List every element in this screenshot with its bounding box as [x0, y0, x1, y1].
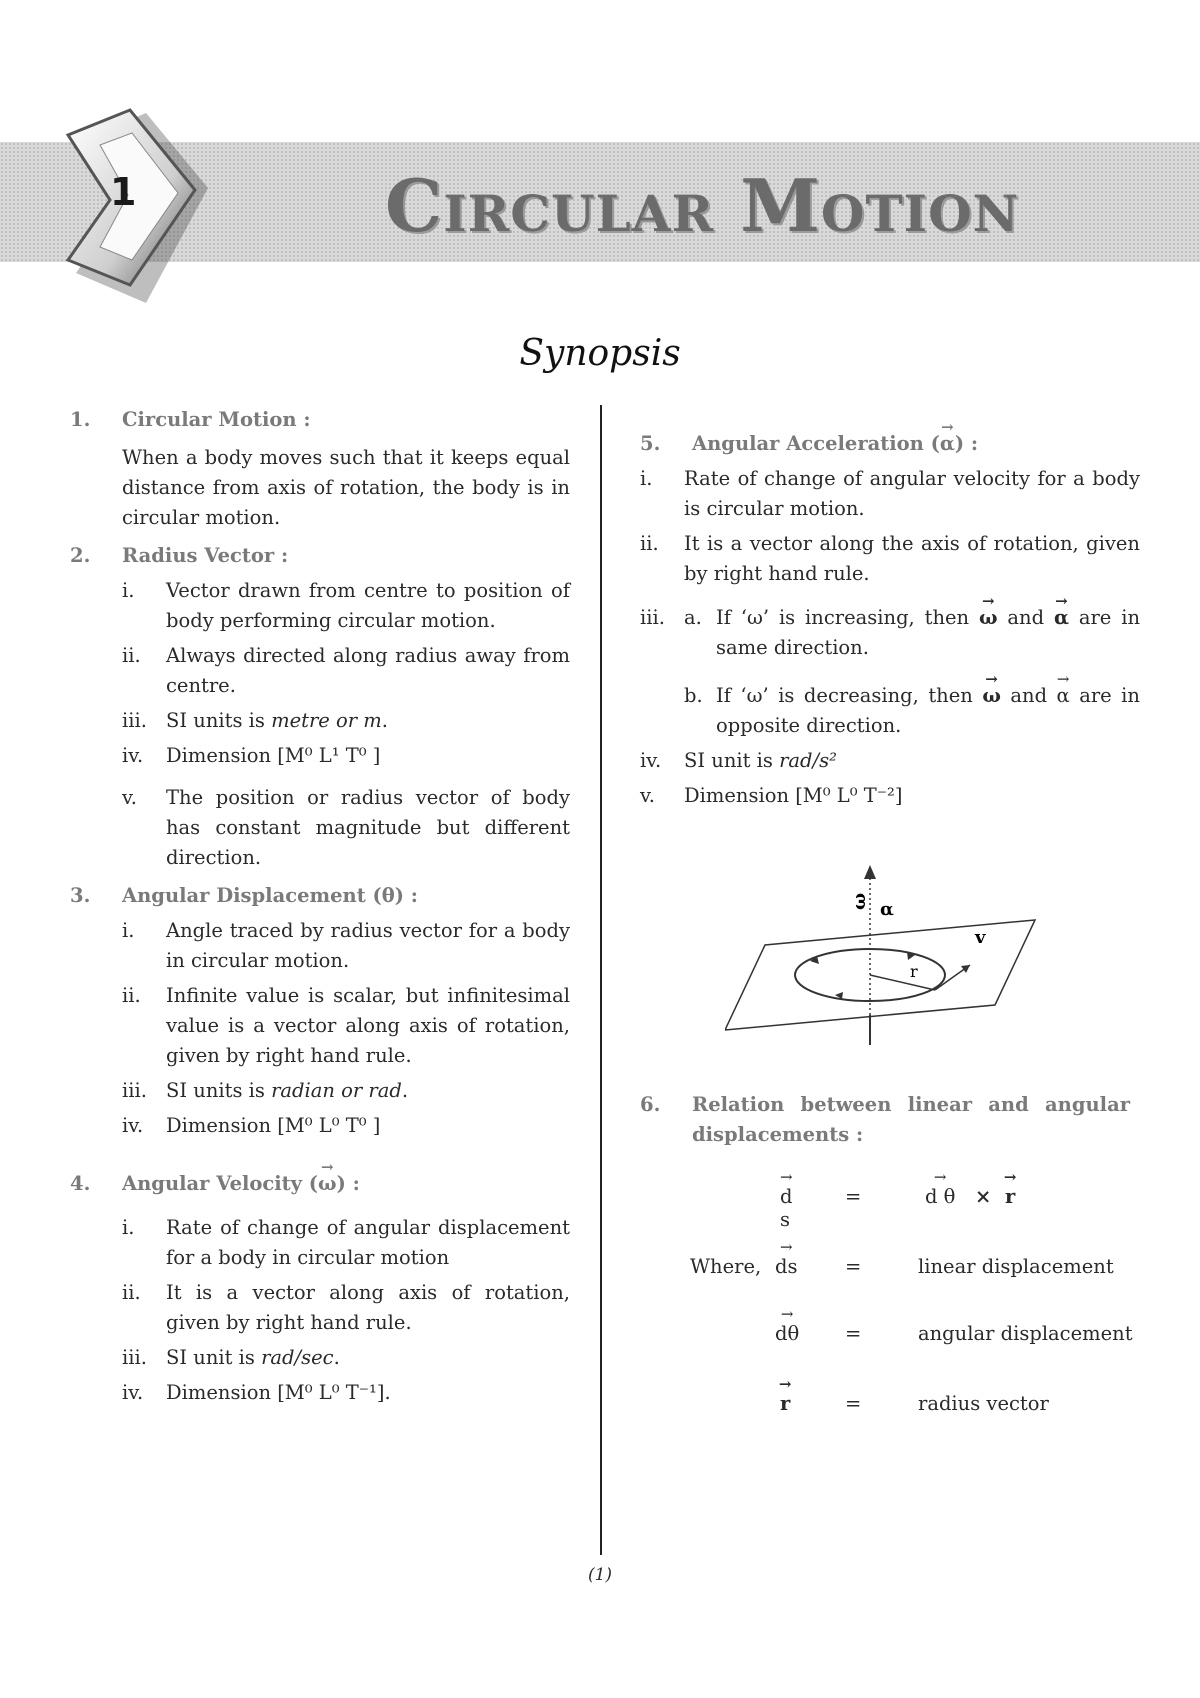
item-number: iii.	[122, 1079, 147, 1102]
circular-motion-diagram	[725, 865, 1045, 1055]
section-number: 1.	[70, 408, 91, 431]
item-text	[684, 603, 1140, 741]
plane-outline	[725, 920, 1035, 1030]
item-text: It is a vector along the axis of rotation, given by right hand rule.	[684, 532, 1140, 585]
item-text: Dimension [M⁰ L¹ T⁰ ]	[166, 744, 381, 767]
item-text: Vector drawn from centre to position of body performing circular motion.	[166, 579, 570, 632]
list-item	[122, 1076, 570, 1106]
def-eq: =	[845, 1322, 862, 1345]
right-column	[640, 405, 1140, 819]
where-label: Where,	[690, 1255, 762, 1278]
item-number: iv.	[122, 1114, 144, 1137]
section-radius-vector	[70, 541, 570, 873]
item-text: SI units is radian or rad.	[166, 1079, 409, 1102]
section-number: 2.	[70, 544, 91, 567]
v-label: v	[975, 927, 986, 948]
list-item	[122, 741, 570, 771]
section-title: Angular Velocity (→ ω) :	[122, 1169, 360, 1199]
list-item	[122, 916, 570, 976]
item-number: v.	[122, 786, 137, 809]
alpha-label: α	[880, 899, 894, 920]
def-eq: =	[845, 1392, 862, 1415]
section-title: Radius Vector :	[122, 544, 289, 567]
list-item	[640, 603, 1140, 741]
item-text: SI unit is rad/sec.	[166, 1346, 340, 1369]
eq-sign: =	[845, 1185, 862, 1208]
def-symbol: → dθ	[775, 1322, 799, 1345]
section-heading	[70, 1169, 570, 1199]
item-text: SI units is metre or m.	[166, 709, 388, 732]
def-meaning: angular displacement	[918, 1322, 1133, 1345]
r-label: r	[910, 962, 918, 981]
item-number: i.	[640, 467, 653, 490]
section-relation-heading	[640, 1090, 1130, 1150]
item-number: ii.	[122, 644, 141, 667]
item-number: i.	[122, 579, 135, 602]
list-item	[122, 981, 570, 1071]
list-item	[640, 529, 1140, 589]
chapter-title: Circular Motion	[385, 163, 1020, 248]
page-heading: Synopsis	[519, 333, 681, 374]
left-column	[70, 405, 570, 1416]
radius-vector-line	[870, 975, 935, 990]
list-item	[122, 783, 570, 873]
section-heading	[640, 429, 1140, 459]
def-eq: =	[845, 1255, 862, 1278]
section-heading	[70, 541, 570, 571]
section-number: 5.	[640, 432, 661, 455]
def-symbol: → ds	[775, 1255, 798, 1278]
eq-dtheta: → d θ	[925, 1185, 955, 1208]
item-number: i.	[122, 919, 135, 942]
item-text: Dimension [M⁰ L⁰ T⁻¹].	[166, 1381, 391, 1404]
section-circular-motion	[70, 405, 570, 533]
list-item	[640, 781, 1140, 811]
list-item	[122, 1111, 570, 1141]
section-number: 6.	[640, 1093, 661, 1116]
def-symbol: → r	[780, 1392, 790, 1415]
item-text: Rate of change of angular displacement for a body in circular motion	[166, 1216, 570, 1269]
def-meaning: linear displacement	[918, 1255, 1114, 1278]
list-item	[640, 464, 1140, 524]
sub-item: a. If ‘ω’ is increasing, then → ω and → α are in same direction.	[684, 603, 1140, 663]
item-text: Angle traced by radius vector for a body in circular motion.	[166, 919, 570, 972]
item-number: iii.	[122, 709, 147, 732]
list-item	[122, 1378, 570, 1408]
item-number: iv.	[122, 744, 144, 767]
section-angular-velocity	[70, 1169, 570, 1408]
velocity-arrowhead	[961, 965, 970, 973]
item-text: The position or radius vector of body has constant magnitude but different direction.	[166, 786, 570, 869]
item-number: v.	[640, 784, 655, 807]
eq-lhs: → d s	[780, 1185, 792, 1231]
item-number: iii.	[640, 606, 665, 629]
item-text: Dimension [M⁰ L⁰ T⁰ ]	[166, 1114, 381, 1137]
section-paragraph: When a body moves such that it keeps equal distance from axis of rotation, the body is in circular motion.	[122, 446, 570, 529]
item-text: Always directed along radius away from centre.	[166, 644, 570, 697]
eq-r: → r	[1005, 1185, 1015, 1208]
sub-item: b. If ‘ω’ is decreasing, then → ω and → α are in opposite direction.	[684, 681, 1140, 741]
section-angular-acceleration	[640, 429, 1140, 811]
item-text: SI unit is rad/s²	[684, 749, 837, 772]
section-title: Angular Acceleration (→ α) :	[692, 429, 978, 459]
section-angular-displacement	[70, 881, 570, 1141]
axis-arrowhead	[864, 865, 876, 879]
item-number: iii.	[122, 1346, 147, 1369]
eq-cross: ×	[975, 1185, 992, 1208]
item-number: ii.	[122, 1281, 141, 1304]
section-title: Relation between linear and angular displacements :	[692, 1093, 1130, 1146]
section-title: Circular Motion :	[122, 408, 311, 431]
list-item	[122, 576, 570, 636]
section-heading	[70, 405, 570, 435]
section-number: 3.	[70, 884, 91, 907]
list-item	[122, 1278, 570, 1338]
omega-label: ω	[849, 892, 870, 910]
chapter-number: 1	[110, 170, 137, 214]
item-text: Infinite value is scalar, but infinitesimal value is a vector along axis of rotation, given by right hand rule.	[166, 984, 570, 1067]
item-number: iv.	[122, 1381, 144, 1404]
item-number: iv.	[640, 749, 662, 772]
list-item	[122, 1343, 570, 1373]
section-heading	[70, 881, 570, 911]
def-meaning: radius vector	[918, 1392, 1049, 1415]
item-text: Rate of change of angular velocity for a body is circular motion.	[684, 467, 1140, 520]
item-number: i.	[122, 1216, 135, 1239]
column-divider	[600, 405, 602, 1555]
item-text: It is a vector along axis of rotation, given by right hand rule.	[166, 1281, 570, 1334]
list-item	[122, 641, 570, 701]
list-item	[640, 746, 1140, 776]
section-number: 4.	[70, 1172, 91, 1195]
page-number: (1)	[587, 1565, 613, 1585]
item-number: ii.	[122, 984, 141, 1007]
list-item	[122, 1213, 570, 1273]
chapter-chevron-icon	[60, 105, 260, 305]
section-title: Angular Displacement (θ) :	[122, 884, 418, 907]
item-number: ii.	[640, 532, 659, 555]
list-item	[122, 706, 570, 736]
item-text: Dimension [M⁰ L⁰ T⁻²]	[684, 784, 903, 807]
